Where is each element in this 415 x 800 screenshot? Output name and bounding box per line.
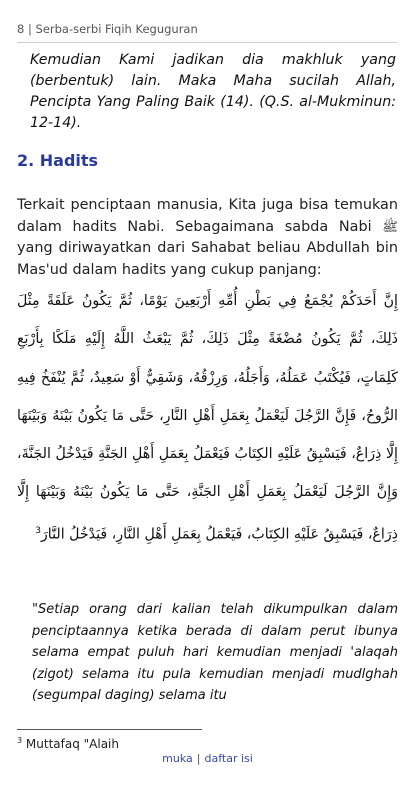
header-rule	[17, 42, 397, 43]
bottom-navigation	[0, 752, 415, 765]
intro-text-before: Terkait penciptaan manusia, Kita juga bisa temukan dalam hadits Nabi. Sebagaimana sabda Nabi	[17, 197, 398, 235]
hadith-arabic-text	[17, 282, 398, 554]
hadith-arabic-body: إِنَّ أَحَدَكُمْ يُجْمَعُ فِي بَطْنِ أُمِّهِ أَرْبَعِينَ يَوْمًا، ثُمَّ يَكُونُ عَلَقَةً مِثْلَ ذَلِكَ، ثُمَّ يَكُونُ مُضْغَةً مِثْلَ ذَلِكَ، ثُمَّ يَبْعَثُ اللَّهُ إِلَيْهِ مَلَكًا بِأَرْبَعِ كَلِمَاتٍ، فَيُكْتَبُ عَمَلُهُ، وَأَجَلُهُ، وَرِزْقُهُ، وَشَقِيٌّ أَوْ سَعِيدٌ، ثُمَّ يُنْفَخُ فِيهِ الرُّوحُ، فَإِنَّ الرَّجُلَ لَيَعْمَلُ بِعَمَلِ أَهْلِ النَّارِ، حَتَّى مَا يَكُونُ بَيْنَهُ وَبَيْنَهَا إِلَّا ذِرَاعٌ، فَيَسْبِقُ عَلَيْهِ الكِتَابُ فَيَعْمَلُ بِعَمَلِ أَهْلِ الجَنَّةِ فَيَدْخُلُ الجَنَّةَ، وَإِنَّ الرَّجُلَ لَيَعْمَلُ بِعَمَلِ أَهْلِ الجَنَّةِ، حَتَّى مَا يَكُونُ بَيْنَهُ وَبَيْنَهَا إِلَّا ذِرَاعٌ، فَيَسْبِقُ عَلَيْهِ الكِتَابُ، فَيَعْمَلُ بِعَمَلِ أَهْلِ النَّارِ، فَيَدْخُلُ النَّارَ	[17, 293, 398, 543]
footnote-reference[interactable]: 3	[35, 525, 41, 536]
section-title: 2. Hadits	[17, 151, 99, 170]
nav-separator: |	[196, 752, 201, 765]
footnote-text: Muttafaq "Alaih	[22, 737, 119, 751]
footnote	[17, 736, 119, 751]
page-header	[17, 22, 198, 36]
quran-translation-quote: Kemudian Kami jadikan dia makhluk yang (berbentuk) lain. Maka Maha sucilah Allah, Pencipta Yang Paling Baik (14). (Q.S. al-Mukminun: 12-14).	[30, 52, 396, 131]
footnote-divider	[17, 729, 202, 730]
home-link[interactable]: muka	[162, 752, 193, 765]
intro-text-after: yang diriwayatkan dari Sahabat beliau Abdullah bin Mas'ud dalam hadits yang cukup panjang:	[17, 240, 398, 278]
book-title: Serba-serbi Fiqih Keguguran	[35, 22, 198, 36]
hadith-translation: "Setiap orang dari kalian telah dikumpulkan dalam penciptaannya ketika berada di dalam perut ibunya selama empat puluh hari kemudian menjadi 'alaqah (zigot) selama itu pula kemudian menjadi mudlghah (segumpal daging) selama itu	[32, 602, 398, 703]
header-separator: |	[27, 22, 32, 36]
saw-symbol: ﷺ	[382, 219, 398, 235]
footnote-number: 3	[17, 736, 23, 745]
page-number: 8	[17, 22, 25, 36]
table-of-contents-link[interactable]: daftar isi	[204, 752, 253, 765]
intro-paragraph	[17, 195, 398, 281]
